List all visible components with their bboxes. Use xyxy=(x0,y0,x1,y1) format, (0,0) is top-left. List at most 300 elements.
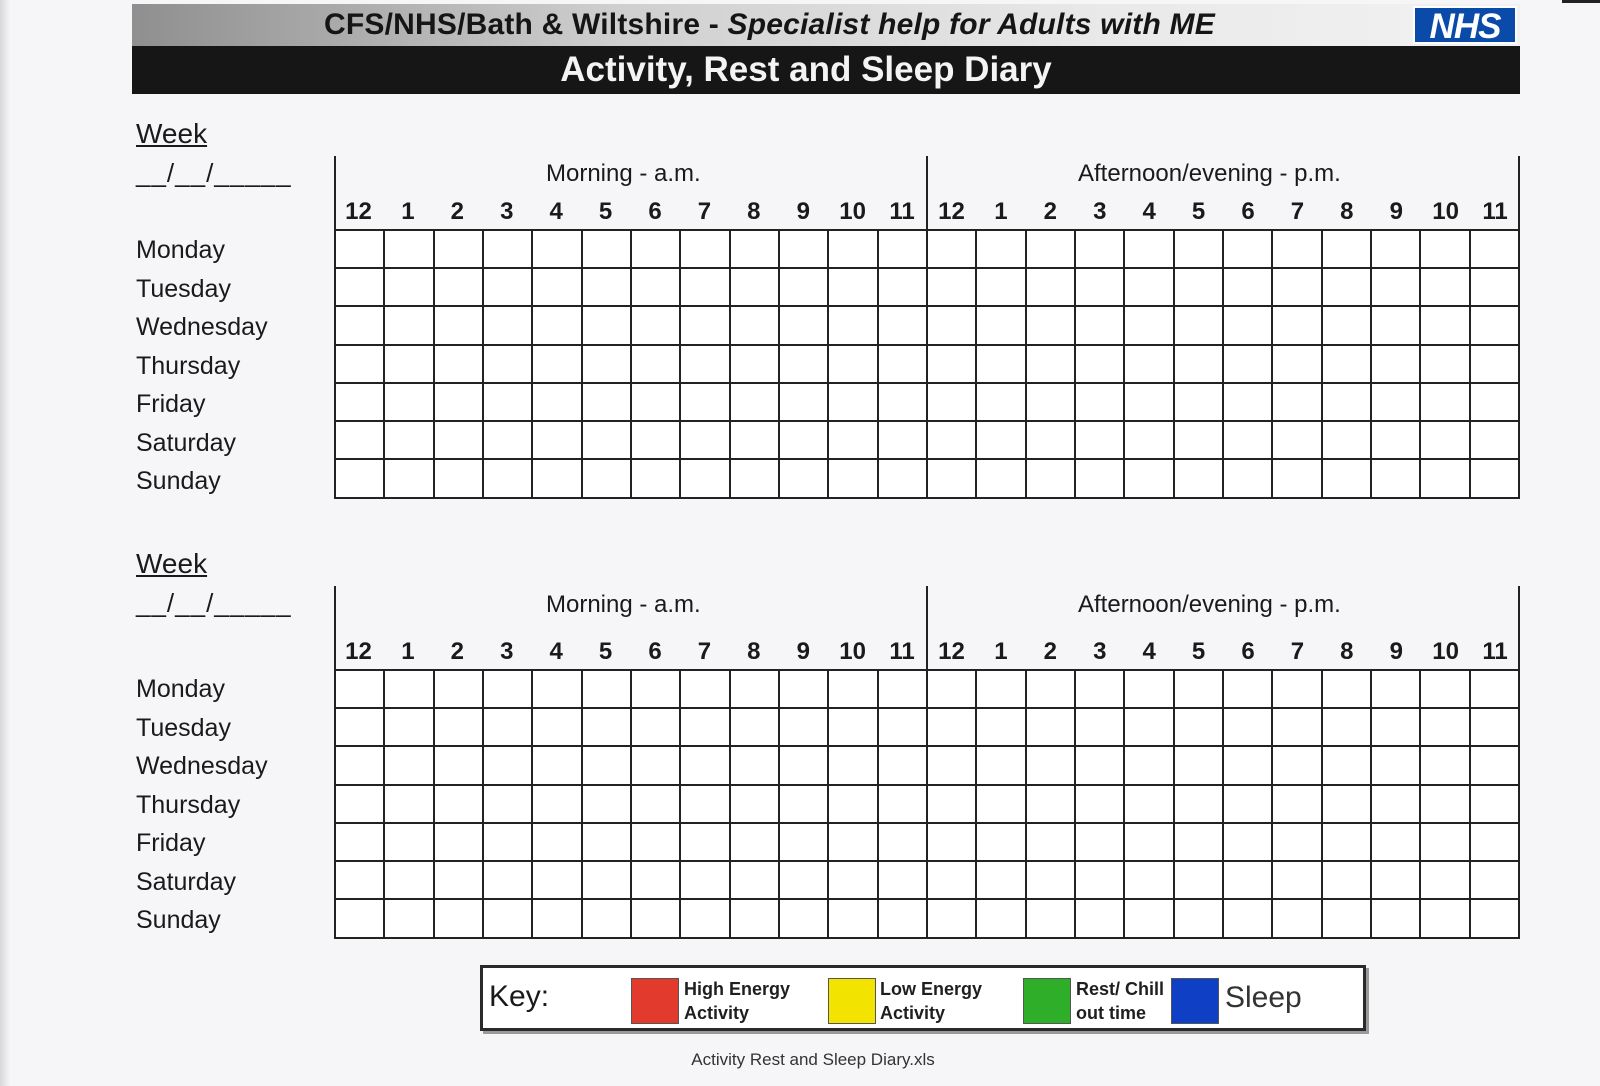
diary-cell[interactable] xyxy=(1125,307,1174,345)
diary-cell[interactable] xyxy=(632,709,681,747)
diary-cell[interactable] xyxy=(1224,422,1273,460)
diary-cell[interactable] xyxy=(1372,269,1421,307)
diary-cell[interactable] xyxy=(1175,307,1224,345)
diary-cell[interactable] xyxy=(928,747,977,785)
diary-cell[interactable] xyxy=(583,384,632,422)
diary-cell[interactable] xyxy=(829,422,878,460)
diary-cell[interactable] xyxy=(780,460,829,498)
diary-cell[interactable] xyxy=(829,231,878,269)
diary-cell[interactable] xyxy=(780,384,829,422)
diary-cell[interactable] xyxy=(484,384,533,422)
diary-cell[interactable] xyxy=(928,671,977,709)
diary-cell[interactable] xyxy=(435,307,484,345)
diary-cell[interactable] xyxy=(1323,824,1372,862)
diary-cell[interactable] xyxy=(1224,346,1273,384)
diary-cell[interactable] xyxy=(484,786,533,824)
diary-cell[interactable] xyxy=(1323,231,1372,269)
diary-cell[interactable] xyxy=(731,900,780,938)
diary-cell[interactable] xyxy=(1421,824,1470,862)
diary-cell[interactable] xyxy=(484,346,533,384)
diary-cell[interactable] xyxy=(533,269,582,307)
diary-cell[interactable] xyxy=(1027,824,1076,862)
diary-cell[interactable] xyxy=(829,307,878,345)
diary-cell[interactable] xyxy=(1175,384,1224,422)
diary-cell[interactable] xyxy=(829,269,878,307)
diary-cell[interactable] xyxy=(829,786,878,824)
diary-cell[interactable] xyxy=(583,346,632,384)
diary-cell[interactable] xyxy=(435,671,484,709)
diary-cell[interactable] xyxy=(1471,824,1520,862)
diary-cell[interactable] xyxy=(435,422,484,460)
diary-cell[interactable] xyxy=(336,900,385,938)
diary-cell[interactable] xyxy=(879,709,928,747)
diary-cell[interactable] xyxy=(1125,269,1174,307)
diary-cell[interactable] xyxy=(484,671,533,709)
diary-cell[interactable] xyxy=(1421,709,1470,747)
diary-cell[interactable] xyxy=(1175,422,1224,460)
diary-cell[interactable] xyxy=(1471,231,1520,269)
diary-cell[interactable] xyxy=(385,786,434,824)
diary-cell[interactable] xyxy=(928,269,977,307)
diary-cell[interactable] xyxy=(533,862,582,900)
diary-cell[interactable] xyxy=(977,786,1026,824)
diary-cell[interactable] xyxy=(1421,460,1470,498)
diary-cell[interactable] xyxy=(533,346,582,384)
diary-cell[interactable] xyxy=(829,747,878,785)
diary-cell[interactable] xyxy=(731,460,780,498)
diary-cell[interactable] xyxy=(336,671,385,709)
diary-cell[interactable] xyxy=(1372,231,1421,269)
diary-cell[interactable] xyxy=(1076,786,1125,824)
diary-cell[interactable] xyxy=(1224,384,1273,422)
diary-cell[interactable] xyxy=(632,307,681,345)
diary-cell[interactable] xyxy=(1175,824,1224,862)
diary-cell[interactable] xyxy=(731,824,780,862)
diary-cell[interactable] xyxy=(780,422,829,460)
diary-cell[interactable] xyxy=(780,671,829,709)
diary-cell[interactable] xyxy=(928,422,977,460)
diary-cell[interactable] xyxy=(1323,384,1372,422)
diary-cell[interactable] xyxy=(1372,346,1421,384)
diary-cell[interactable] xyxy=(1027,384,1076,422)
diary-cell[interactable] xyxy=(731,346,780,384)
diary-cell[interactable] xyxy=(879,786,928,824)
diary-cell[interactable] xyxy=(435,862,484,900)
diary-cell[interactable] xyxy=(484,460,533,498)
diary-cell[interactable] xyxy=(484,824,533,862)
diary-cell[interactable] xyxy=(1224,747,1273,785)
diary-cell[interactable] xyxy=(780,709,829,747)
diary-cell[interactable] xyxy=(336,747,385,785)
diary-cell[interactable] xyxy=(1027,269,1076,307)
diary-cell[interactable] xyxy=(681,307,730,345)
diary-cell[interactable] xyxy=(1125,900,1174,938)
diary-cell[interactable] xyxy=(1076,422,1125,460)
diary-cell[interactable] xyxy=(1175,346,1224,384)
diary-cell[interactable] xyxy=(879,900,928,938)
diary-cell[interactable] xyxy=(1372,671,1421,709)
diary-cell[interactable] xyxy=(829,460,878,498)
diary-cell[interactable] xyxy=(977,824,1026,862)
diary-cell[interactable] xyxy=(731,709,780,747)
diary-cell[interactable] xyxy=(385,422,434,460)
diary-cell[interactable] xyxy=(1323,709,1372,747)
diary-cell[interactable] xyxy=(1224,786,1273,824)
diary-cell[interactable] xyxy=(1125,747,1174,785)
diary-cell[interactable] xyxy=(385,460,434,498)
diary-cell[interactable] xyxy=(1471,709,1520,747)
diary-cell[interactable] xyxy=(632,747,681,785)
diary-cell[interactable] xyxy=(829,824,878,862)
diary-cell[interactable] xyxy=(1372,824,1421,862)
diary-cell[interactable] xyxy=(731,269,780,307)
diary-cell[interactable] xyxy=(484,231,533,269)
diary-cell[interactable] xyxy=(1372,862,1421,900)
diary-cell[interactable] xyxy=(879,307,928,345)
diary-cell[interactable] xyxy=(1076,709,1125,747)
diary-cell[interactable] xyxy=(977,900,1026,938)
diary-cell[interactable] xyxy=(1421,346,1470,384)
diary-cell[interactable] xyxy=(385,384,434,422)
diary-cell[interactable] xyxy=(533,786,582,824)
diary-cell[interactable] xyxy=(1372,900,1421,938)
diary-cell[interactable] xyxy=(435,786,484,824)
diary-cell[interactable] xyxy=(336,231,385,269)
diary-cell[interactable] xyxy=(1076,231,1125,269)
diary-cell[interactable] xyxy=(879,747,928,785)
diary-cell[interactable] xyxy=(435,346,484,384)
diary-cell[interactable] xyxy=(1273,346,1322,384)
diary-cell[interactable] xyxy=(1471,384,1520,422)
diary-cell[interactable] xyxy=(1323,460,1372,498)
diary-cell[interactable] xyxy=(435,709,484,747)
diary-cell[interactable] xyxy=(1076,460,1125,498)
diary-cell[interactable] xyxy=(731,384,780,422)
diary-cell[interactable] xyxy=(1323,307,1372,345)
diary-cell[interactable] xyxy=(1175,900,1224,938)
diary-cell[interactable] xyxy=(928,460,977,498)
diary-cell[interactable] xyxy=(879,460,928,498)
diary-cell[interactable] xyxy=(1372,307,1421,345)
diary-cell[interactable] xyxy=(879,824,928,862)
diary-cell[interactable] xyxy=(928,900,977,938)
diary-cell[interactable] xyxy=(977,862,1026,900)
diary-cell[interactable] xyxy=(484,747,533,785)
diary-cell[interactable] xyxy=(533,671,582,709)
diary-cell[interactable] xyxy=(780,231,829,269)
diary-cell[interactable] xyxy=(780,824,829,862)
diary-cell[interactable] xyxy=(583,269,632,307)
diary-cell[interactable] xyxy=(336,384,385,422)
diary-cell[interactable] xyxy=(731,671,780,709)
diary-cell[interactable] xyxy=(484,269,533,307)
diary-cell[interactable] xyxy=(1421,862,1470,900)
diary-cell[interactable] xyxy=(1125,231,1174,269)
diary-cell[interactable] xyxy=(1372,460,1421,498)
diary-cell[interactable] xyxy=(1076,862,1125,900)
diary-cell[interactable] xyxy=(1125,786,1174,824)
diary-cell[interactable] xyxy=(1273,307,1322,345)
diary-cell[interactable] xyxy=(336,862,385,900)
diary-cell[interactable] xyxy=(336,269,385,307)
diary-cell[interactable] xyxy=(336,824,385,862)
diary-cell[interactable] xyxy=(632,824,681,862)
diary-cell[interactable] xyxy=(583,709,632,747)
diary-cell[interactable] xyxy=(1421,422,1470,460)
diary-cell[interactable] xyxy=(385,824,434,862)
diary-cell[interactable] xyxy=(1175,709,1224,747)
diary-cell[interactable] xyxy=(1027,786,1076,824)
diary-cell[interactable] xyxy=(977,709,1026,747)
diary-cell[interactable] xyxy=(533,422,582,460)
diary-cell[interactable] xyxy=(336,786,385,824)
diary-cell[interactable] xyxy=(681,671,730,709)
diary-cell[interactable] xyxy=(977,671,1026,709)
diary-cell[interactable] xyxy=(1471,862,1520,900)
diary-cell[interactable] xyxy=(484,422,533,460)
diary-cell[interactable] xyxy=(780,862,829,900)
diary-cell[interactable] xyxy=(1175,671,1224,709)
diary-cell[interactable] xyxy=(977,384,1026,422)
diary-cell[interactable] xyxy=(1076,269,1125,307)
diary-cell[interactable] xyxy=(1421,900,1470,938)
diary-cell[interactable] xyxy=(928,384,977,422)
diary-cell[interactable] xyxy=(583,671,632,709)
diary-cell[interactable] xyxy=(681,346,730,384)
diary-cell[interactable] xyxy=(484,709,533,747)
diary-cell[interactable] xyxy=(1175,747,1224,785)
diary-cell[interactable] xyxy=(533,824,582,862)
diary-cell[interactable] xyxy=(385,862,434,900)
diary-cell[interactable] xyxy=(1027,307,1076,345)
diary-cell[interactable] xyxy=(681,900,730,938)
diary-cell[interactable] xyxy=(1027,671,1076,709)
diary-cell[interactable] xyxy=(977,269,1026,307)
diary-cell[interactable] xyxy=(336,709,385,747)
diary-cell[interactable] xyxy=(435,231,484,269)
diary-cell[interactable] xyxy=(632,384,681,422)
diary-cell[interactable] xyxy=(879,384,928,422)
diary-cell[interactable] xyxy=(435,747,484,785)
diary-cell[interactable] xyxy=(1224,231,1273,269)
diary-cell[interactable] xyxy=(928,709,977,747)
diary-cell[interactable] xyxy=(1273,709,1322,747)
diary-cell[interactable] xyxy=(681,709,730,747)
diary-cell[interactable] xyxy=(1027,900,1076,938)
diary-cell[interactable] xyxy=(385,671,434,709)
diary-cell[interactable] xyxy=(1323,671,1372,709)
diary-cell[interactable] xyxy=(1224,709,1273,747)
diary-cell[interactable] xyxy=(533,709,582,747)
diary-cell[interactable] xyxy=(632,671,681,709)
diary-cell[interactable] xyxy=(1224,460,1273,498)
diary-cell[interactable] xyxy=(1076,900,1125,938)
diary-cell[interactable] xyxy=(533,231,582,269)
diary-cell[interactable] xyxy=(1323,862,1372,900)
diary-cell[interactable] xyxy=(681,747,730,785)
diary-cell[interactable] xyxy=(1125,384,1174,422)
diary-cell[interactable] xyxy=(1273,824,1322,862)
diary-cell[interactable] xyxy=(1471,460,1520,498)
diary-cell[interactable] xyxy=(385,269,434,307)
diary-cell[interactable] xyxy=(1273,269,1322,307)
diary-cell[interactable] xyxy=(533,900,582,938)
diary-cell[interactable] xyxy=(731,786,780,824)
diary-cell[interactable] xyxy=(1224,900,1273,938)
diary-cell[interactable] xyxy=(1273,384,1322,422)
diary-cell[interactable] xyxy=(533,747,582,785)
diary-cell[interactable] xyxy=(829,900,878,938)
diary-cell[interactable] xyxy=(780,786,829,824)
diary-cell[interactable] xyxy=(1125,460,1174,498)
diary-cell[interactable] xyxy=(1125,824,1174,862)
diary-cell[interactable] xyxy=(879,269,928,307)
diary-cell[interactable] xyxy=(879,422,928,460)
diary-cell[interactable] xyxy=(977,422,1026,460)
diary-cell[interactable] xyxy=(681,269,730,307)
diary-cell[interactable] xyxy=(336,460,385,498)
diary-cell[interactable] xyxy=(385,900,434,938)
diary-cell[interactable] xyxy=(435,460,484,498)
diary-cell[interactable] xyxy=(1323,269,1372,307)
diary-cell[interactable] xyxy=(1323,900,1372,938)
diary-cell[interactable] xyxy=(829,384,878,422)
diary-cell[interactable] xyxy=(681,824,730,862)
diary-cell[interactable] xyxy=(681,422,730,460)
diary-cell[interactable] xyxy=(1125,671,1174,709)
diary-cell[interactable] xyxy=(435,900,484,938)
diary-cell[interactable] xyxy=(385,709,434,747)
diary-cell[interactable] xyxy=(1471,269,1520,307)
diary-cell[interactable] xyxy=(1273,786,1322,824)
diary-cell[interactable] xyxy=(681,786,730,824)
diary-cell[interactable] xyxy=(533,460,582,498)
diary-cell[interactable] xyxy=(632,460,681,498)
diary-cell[interactable] xyxy=(1027,346,1076,384)
diary-cell[interactable] xyxy=(632,346,681,384)
diary-cell[interactable] xyxy=(977,747,1026,785)
diary-cell[interactable] xyxy=(829,709,878,747)
diary-cell[interactable] xyxy=(681,862,730,900)
diary-cell[interactable] xyxy=(1175,862,1224,900)
diary-cell[interactable] xyxy=(1027,231,1076,269)
diary-cell[interactable] xyxy=(385,747,434,785)
diary-cell[interactable] xyxy=(533,384,582,422)
diary-cell[interactable] xyxy=(583,900,632,938)
diary-cell[interactable] xyxy=(1027,709,1076,747)
diary-cell[interactable] xyxy=(632,269,681,307)
diary-cell[interactable] xyxy=(1273,671,1322,709)
diary-cell[interactable] xyxy=(780,900,829,938)
diary-cell[interactable] xyxy=(1175,269,1224,307)
diary-cell[interactable] xyxy=(928,824,977,862)
diary-cell[interactable] xyxy=(632,786,681,824)
diary-cell[interactable] xyxy=(1175,231,1224,269)
diary-cell[interactable] xyxy=(632,862,681,900)
diary-cell[interactable] xyxy=(879,862,928,900)
diary-cell[interactable] xyxy=(385,307,434,345)
diary-cell[interactable] xyxy=(583,747,632,785)
diary-cell[interactable] xyxy=(1372,709,1421,747)
diary-cell[interactable] xyxy=(1471,747,1520,785)
diary-cell[interactable] xyxy=(1421,786,1470,824)
diary-cell[interactable] xyxy=(1323,422,1372,460)
diary-cell[interactable] xyxy=(928,862,977,900)
diary-cell[interactable] xyxy=(780,307,829,345)
diary-cell[interactable] xyxy=(879,671,928,709)
diary-cell[interactable] xyxy=(1323,346,1372,384)
diary-cell[interactable] xyxy=(583,862,632,900)
diary-cell[interactable] xyxy=(1273,862,1322,900)
diary-cell[interactable] xyxy=(1421,269,1470,307)
diary-cell[interactable] xyxy=(484,307,533,345)
diary-cell[interactable] xyxy=(780,747,829,785)
diary-cell[interactable] xyxy=(1471,346,1520,384)
diary-cell[interactable] xyxy=(1076,346,1125,384)
diary-cell[interactable] xyxy=(731,231,780,269)
diary-cell[interactable] xyxy=(1421,384,1470,422)
diary-cell[interactable] xyxy=(1471,900,1520,938)
diary-cell[interactable] xyxy=(1027,747,1076,785)
diary-cell[interactable] xyxy=(1421,307,1470,345)
diary-cell[interactable] xyxy=(1224,671,1273,709)
diary-cell[interactable] xyxy=(385,231,434,269)
diary-cell[interactable] xyxy=(1125,862,1174,900)
diary-cell[interactable] xyxy=(1471,422,1520,460)
diary-cell[interactable] xyxy=(829,671,878,709)
diary-cell[interactable] xyxy=(829,862,878,900)
diary-cell[interactable] xyxy=(1125,422,1174,460)
diary-cell[interactable] xyxy=(780,346,829,384)
diary-cell[interactable] xyxy=(1372,786,1421,824)
diary-cell[interactable] xyxy=(583,422,632,460)
diary-cell[interactable] xyxy=(1421,231,1470,269)
diary-cell[interactable] xyxy=(1323,786,1372,824)
diary-cell[interactable] xyxy=(1175,786,1224,824)
diary-cell[interactable] xyxy=(533,307,582,345)
diary-cell[interactable] xyxy=(1224,269,1273,307)
diary-cell[interactable] xyxy=(1471,671,1520,709)
diary-cell[interactable] xyxy=(1076,824,1125,862)
diary-cell[interactable] xyxy=(1125,709,1174,747)
diary-cell[interactable] xyxy=(681,384,730,422)
diary-cell[interactable] xyxy=(731,862,780,900)
diary-cell[interactable] xyxy=(336,346,385,384)
diary-cell[interactable] xyxy=(1421,747,1470,785)
diary-cell[interactable] xyxy=(977,307,1026,345)
diary-cell[interactable] xyxy=(1273,747,1322,785)
diary-cell[interactable] xyxy=(977,231,1026,269)
diary-cell[interactable] xyxy=(484,862,533,900)
diary-cell[interactable] xyxy=(632,422,681,460)
diary-cell[interactable] xyxy=(336,307,385,345)
diary-cell[interactable] xyxy=(681,231,730,269)
diary-cell[interactable] xyxy=(1273,231,1322,269)
diary-cell[interactable] xyxy=(1273,460,1322,498)
diary-cell[interactable] xyxy=(731,422,780,460)
diary-cell[interactable] xyxy=(1372,747,1421,785)
diary-cell[interactable] xyxy=(977,346,1026,384)
diary-cell[interactable] xyxy=(1076,747,1125,785)
diary-cell[interactable] xyxy=(1027,422,1076,460)
diary-cell[interactable] xyxy=(583,824,632,862)
diary-cell[interactable] xyxy=(1273,422,1322,460)
diary-cell[interactable] xyxy=(435,384,484,422)
diary-cell[interactable] xyxy=(435,269,484,307)
diary-cell[interactable] xyxy=(583,460,632,498)
diary-cell[interactable] xyxy=(435,824,484,862)
diary-cell[interactable] xyxy=(583,231,632,269)
